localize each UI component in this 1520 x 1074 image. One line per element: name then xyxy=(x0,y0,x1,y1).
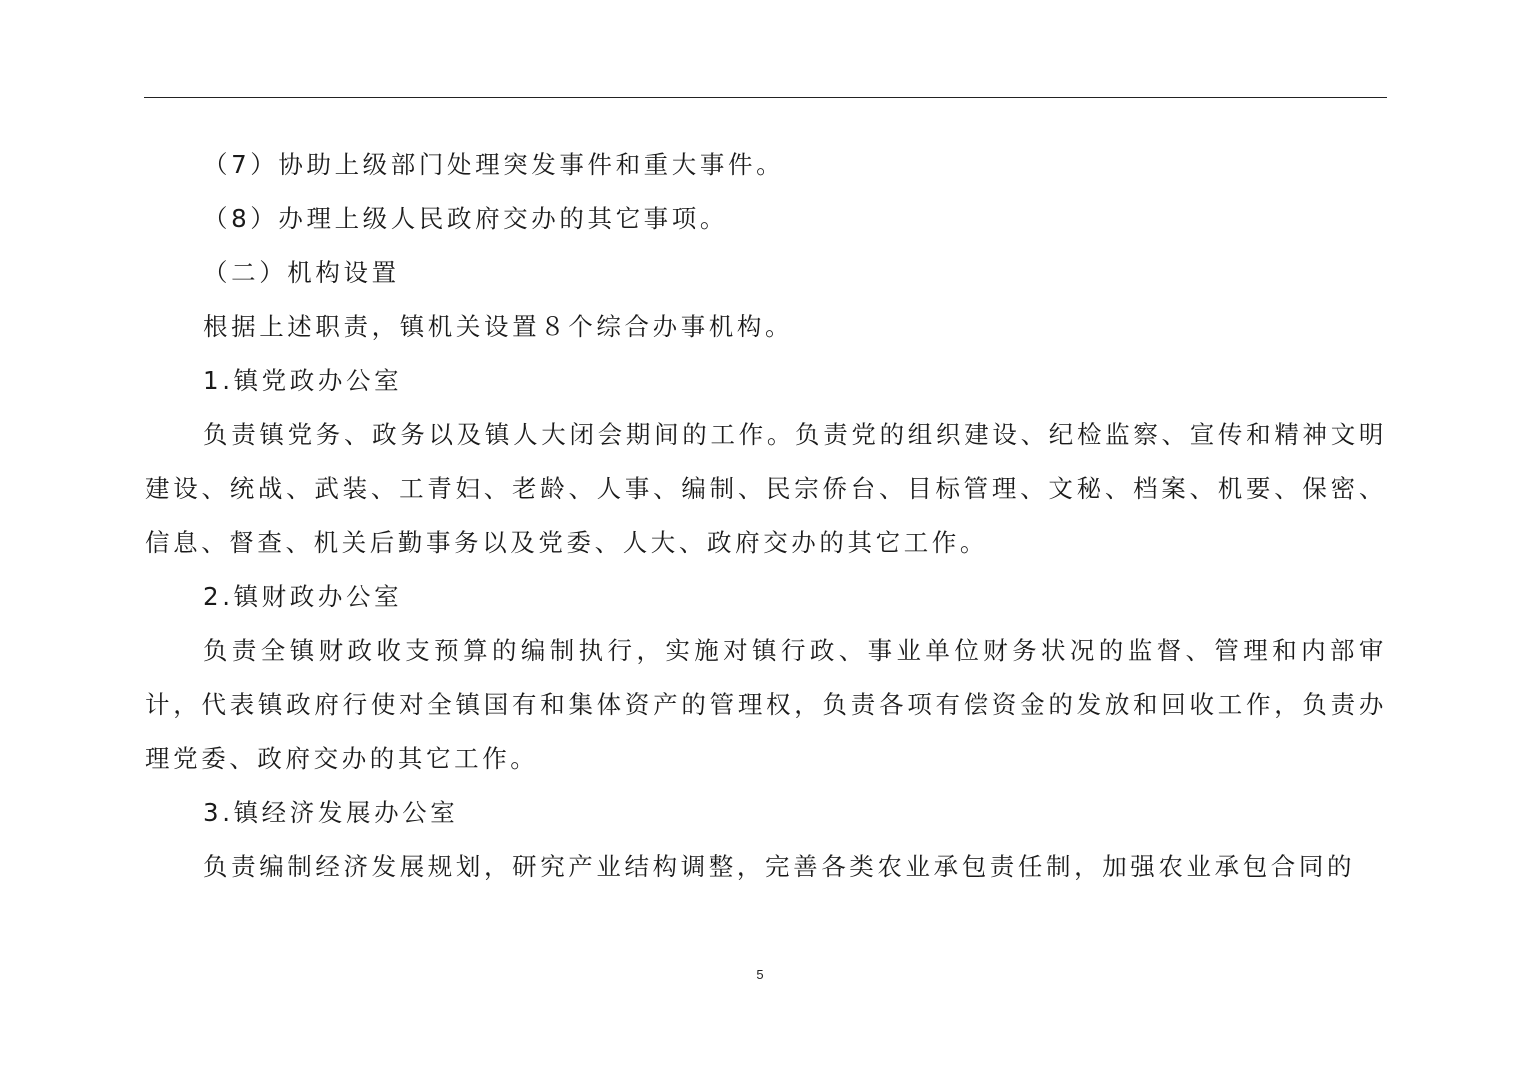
subheading-party-government-office: 1.镇党政办公室 xyxy=(203,366,403,395)
paragraph-economic-development-office: 负责编制经济发展规划，研究产业结构调整，完善各类农业承包责任制，加强农业承包合同的 xyxy=(203,852,1356,881)
subheading-finance-office: 2.镇财政办公室 xyxy=(203,582,403,611)
subheading-economic-development-office: 3.镇经济发展办公室 xyxy=(203,798,459,827)
paragraph-organization-intro: 根据上述职责，镇机关设置８个综合办事机构。 xyxy=(203,312,794,341)
header-rule xyxy=(144,97,1387,98)
paragraph-party-government-office: 负责镇党务、政务以及镇人大闭会期间的工作。负责党的组织建设、纪检监察、宣传和精神文明建设、统战、武装、工青妇、老龄、人事、编制、民宗侨台、目标管理、文秘、档案、机要、保密、信息、督查、机关后勤事务以及党委、人大、政府交办的其它工作。 xyxy=(145,420,1387,557)
paragraph-item-7: （7）协助上级部门处理突发事件和重大事件。 xyxy=(203,150,785,179)
paragraph-finance-office: 负责全镇财政收支预算的编制执行，实施对镇行政、事业单位财务状况的监督、管理和内部审计，代表镇政府行使对全镇国有和集体资产的管理权，负责各项有偿资金的发放和回收工作，负责办理党委、政府交办的其它工作。 xyxy=(145,636,1387,773)
section-heading-organization: （二）机构设置 xyxy=(203,258,400,287)
paragraph-item-8: （8）办理上级人民政府交办的其它事项。 xyxy=(203,204,728,233)
document-body xyxy=(145,138,1387,894)
page-number: 5 xyxy=(756,967,764,982)
